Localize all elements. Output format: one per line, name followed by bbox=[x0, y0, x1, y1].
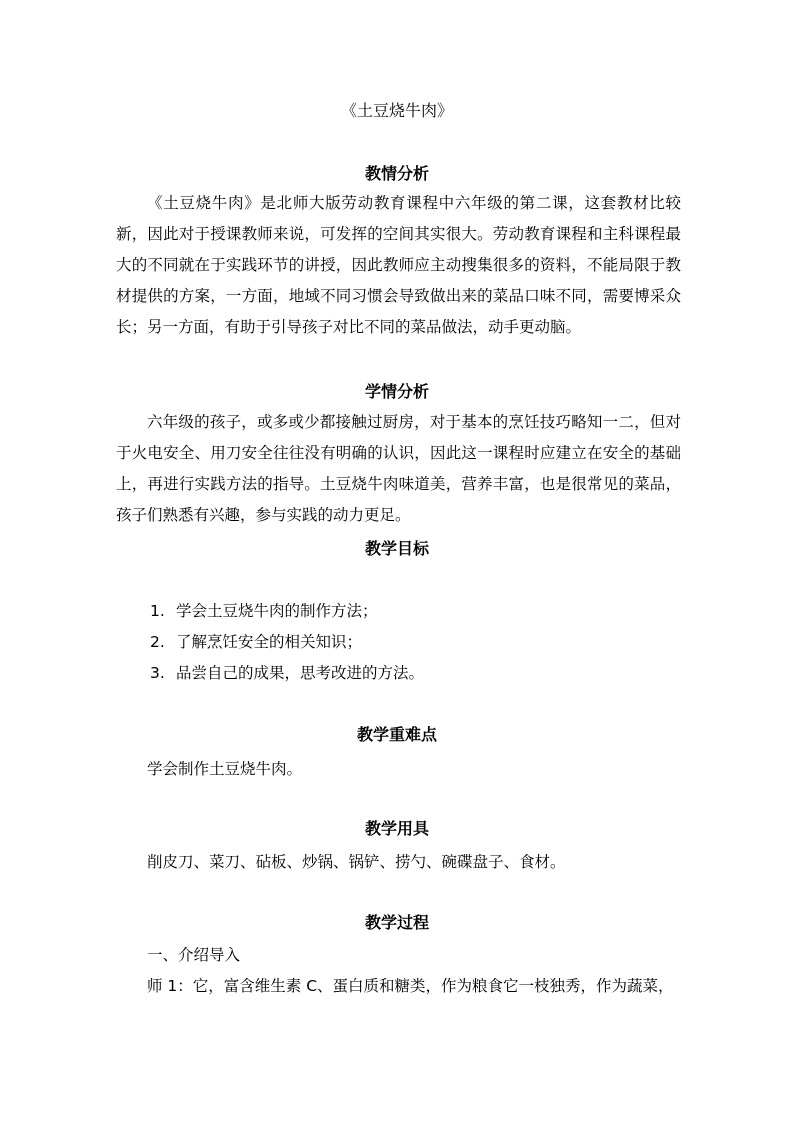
goal-number-1: 1. bbox=[150, 602, 165, 620]
goal-item-3 bbox=[150, 663, 424, 683]
heading-key-points: 教学重难点 bbox=[356, 725, 437, 744]
goal-number-2: 2. bbox=[150, 633, 165, 651]
goal-text-3: 品尝自己的成果，思考改进的方法。 bbox=[176, 664, 425, 682]
heading-student-analysis: 学情分析 bbox=[364, 382, 429, 401]
teaching-tools-text: 削皮刀、菜刀、砧板、炒锅、锅铲、捞勺、碗碟盘子、食材。 bbox=[147, 853, 566, 871]
goal-item-1 bbox=[150, 601, 378, 621]
paragraph-student-analysis: 六年级的孩子，或多或少都接触过厨房，对于基本的烹饪技巧略知一二，但对于火电安全、用刀安全往往没有明确的认识，因此这一课程时应建立在安全的基础上，再进行实践方法的指导。土豆烧牛肉味道美，营养丰富，也是很常见的菜品，孩子们熟悉有兴趣，参与实践的动力更足。 bbox=[116, 413, 681, 524]
heading-teaching-material-analysis: 教情分析 bbox=[364, 164, 429, 183]
goal-text-1: 学会土豆烧牛肉的制作方法； bbox=[176, 602, 378, 620]
paragraph-teaching-material-analysis: 《土豆烧牛肉》是北师大版劳动教育课程中六年级的第二课，这套教材比较新，因此对于授课教师来说，可发挥的空间其实很大。劳动教育课程和主科课程最大的不同就在于实践环节的讲授，因此教师应主动搜集很多的资料，不能局限于教材提供的方案，一方面，地域不同习惯会导致做出来的菜品口味不同，需要博采众长；另一方面，有助于引导孩子对比不同的菜品做法，动手更动脑。 bbox=[116, 194, 681, 336]
goal-number-3: 3. bbox=[150, 664, 165, 682]
heading-teaching-process: 教学过程 bbox=[364, 913, 429, 932]
process-step-1: 一、介绍导入 bbox=[147, 946, 241, 964]
document-title: 《土豆烧牛肉》 bbox=[340, 101, 453, 120]
goal-item-2 bbox=[150, 632, 362, 652]
heading-teaching-goals: 教学目标 bbox=[364, 539, 429, 558]
heading-teaching-tools: 教学用具 bbox=[364, 819, 429, 838]
teacher-line-1: 师 1：它，富含维生素 C、蛋白质和糖类，作为粮食它一枝独秀，作为蔬菜， bbox=[147, 977, 674, 995]
key-points-text: 学会制作土豆烧牛肉。 bbox=[147, 760, 303, 778]
goal-text-2: 了解烹饪安全的相关知识； bbox=[176, 633, 363, 651]
